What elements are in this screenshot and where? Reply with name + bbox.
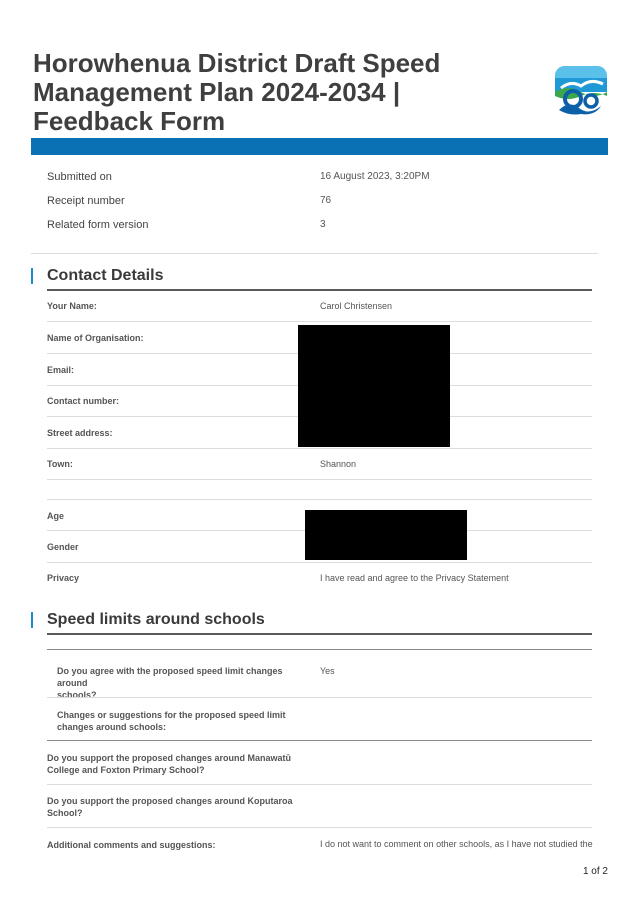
name-value: Carol Christensen xyxy=(320,301,393,311)
row-divider xyxy=(47,562,592,563)
phone-label: Contact number: xyxy=(47,396,119,406)
receipt-value: 76 xyxy=(320,195,332,206)
question-schools-agree: Do you agree with the proposed speed limit changes around schools? xyxy=(57,666,283,700)
row-divider xyxy=(47,784,592,785)
section-rule xyxy=(47,633,592,635)
page-number: 1 of 2 xyxy=(582,866,608,877)
section-marker xyxy=(31,612,33,628)
row-divider xyxy=(47,448,592,449)
row-divider xyxy=(47,499,592,500)
receipt-label: Receipt number xyxy=(47,195,125,207)
answer-additional-comments: I do not want to comment on other schools, as I have not studied the xyxy=(320,839,593,849)
schools-heading: Speed limits around schools xyxy=(47,611,265,628)
row-divider xyxy=(47,321,592,322)
town-value: Shannon xyxy=(320,459,357,469)
submitted-value: 16 August 2023, 3:20PM xyxy=(320,171,430,182)
town-label: Town: xyxy=(47,459,73,469)
header-band xyxy=(31,138,608,155)
name-label: Your Name: xyxy=(47,301,97,311)
email-label: Email: xyxy=(47,365,75,375)
question-additional-comments: Additional comments and suggestions: xyxy=(47,840,216,850)
version-label: Related form version xyxy=(47,219,149,231)
privacy-value: I have read and agree to the Privacy Statement xyxy=(320,573,509,583)
gender-label: Gender xyxy=(47,542,79,552)
redaction-block xyxy=(305,510,467,560)
org-label: Name of Organisation: xyxy=(47,333,144,343)
section-marker xyxy=(31,268,33,284)
answer-schools-agree: Yes xyxy=(320,666,335,676)
row-divider xyxy=(47,697,592,698)
question-schools-changes: Changes or suggestions for the proposed speed limit changes around schools: xyxy=(57,710,286,732)
age-label: Age xyxy=(47,511,65,521)
version-value: 3 xyxy=(320,219,326,230)
contact-heading: Contact Details xyxy=(47,267,164,284)
street-label: Street address: xyxy=(47,428,113,438)
council-logo-icon xyxy=(555,66,607,118)
submitted-label: Submitted on xyxy=(47,171,112,183)
section-rule xyxy=(47,289,592,291)
redaction-block xyxy=(298,325,450,447)
meta-divider xyxy=(31,253,598,254)
question-manawatu: Do you support the proposed changes around Manawatū College and Foxton Primary School? xyxy=(47,753,292,775)
privacy-label: Privacy xyxy=(47,573,80,583)
row-divider xyxy=(47,479,592,480)
page-title: Horowhenua District Draft Speed Management Plan 2024-2034 | Feedback Form xyxy=(33,48,441,136)
row-divider xyxy=(47,740,592,741)
question-koputaroa: Do you support the proposed changes around Koputaroa School? xyxy=(47,796,293,818)
row-divider xyxy=(47,827,592,828)
row-divider xyxy=(47,649,592,650)
